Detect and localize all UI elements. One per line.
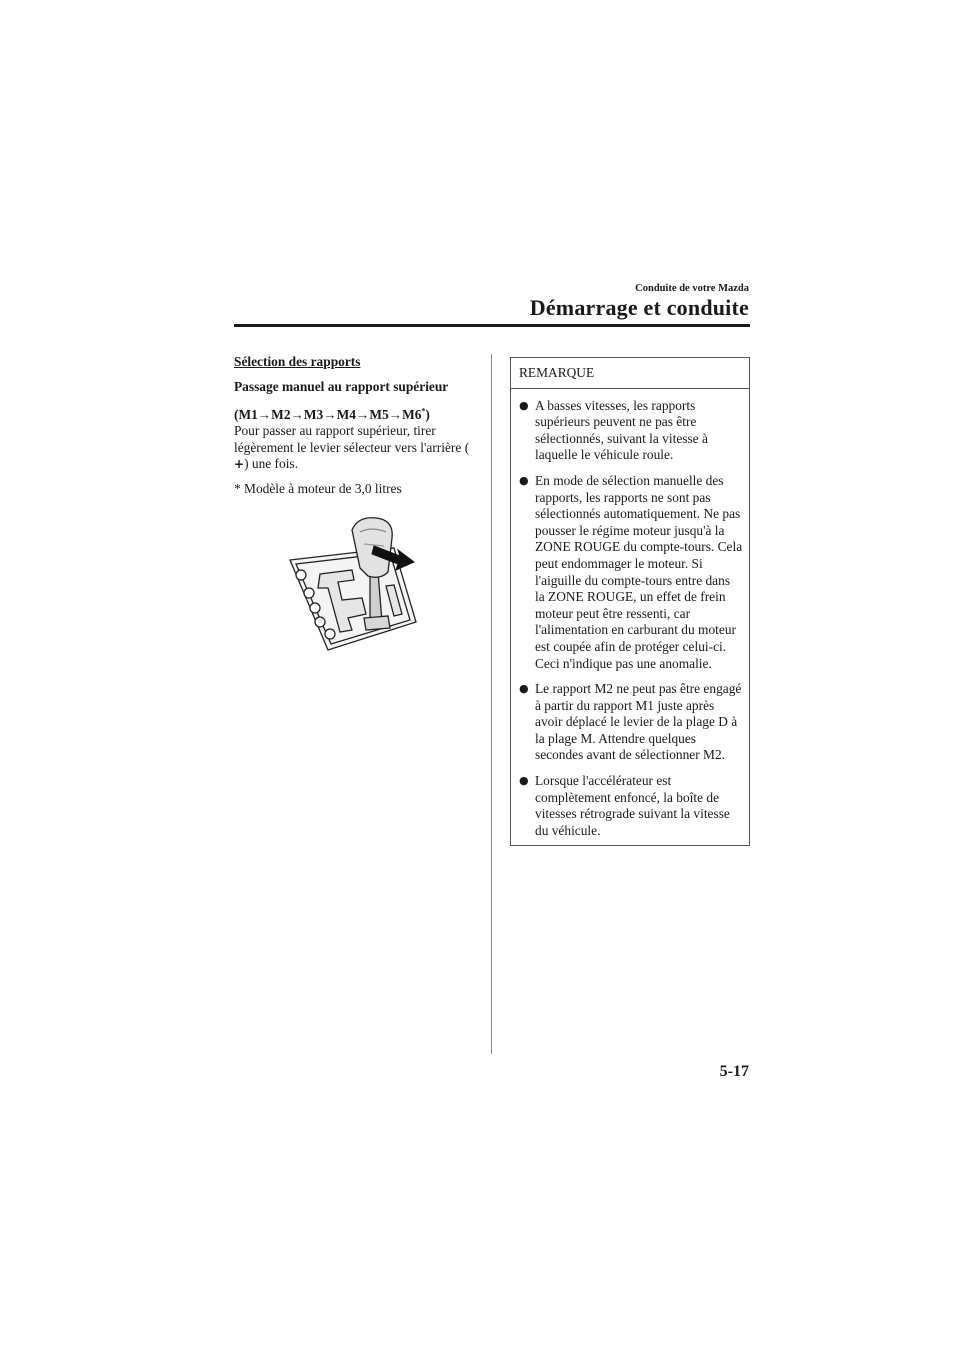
page-number: 5-17: [719, 1063, 749, 1080]
note-item-low-speed: ● A basses vitesses, les rapports supérieurs peuvent ne pas être sélectionnés, suivant la vitesse à laquelle le véhicule roule.: [519, 397, 708, 463]
upshift-instruction: Pour passer au rapport supérieur, tirer légèrement le levier sélecteur vers l'arrière: [234, 423, 462, 455]
upshift-instruction-end: ) une fois.: [244, 456, 298, 472]
upshift-paragraph: (M1→M2→M3→M4→M5→M6*) Pour passer au rapport supérieur, tirer légèrement le levier sélecteur vers l'arrière (+) une fois.: [234, 406, 470, 472]
section-title: Démarrage et conduite: [529, 295, 749, 320]
bullet-icon: ●: [519, 398, 529, 412]
chapter-title: Conduite de votre Mazda: [635, 283, 749, 294]
plus-icon: +: [234, 457, 245, 472]
left-column: [234, 354, 474, 498]
note-item-red-zone: ● En mode de sélection manuelle des rapports, les rapports ne sont pas sélectionnés automatiquement. Ne pas pousser le régime moteur jusqu'à la ZONE ROUGE du compte-tours. Cela peut endommager le moteur. Si l'aiguille du compte-tours entre dans la ZONE ROUGE, un effet de frein moteur peut être ressenti, car l'alimentation en carburant du moteur est coupée afin de protéger celui-ci. Ceci n'indique pas une anomalie.: [519, 472, 743, 671]
note-title: REMARQUE: [511, 358, 749, 389]
footnote: * Modèle à moteur de 3,0 litres: [234, 481, 402, 497]
header-rule: [234, 324, 750, 327]
note-body: [511, 389, 749, 846]
bullet-icon: ●: [519, 473, 529, 487]
gear-shift-lever-icon: [282, 510, 422, 658]
note-box: [510, 357, 750, 846]
subheading-gear-selection: Sélection des rapports: [234, 354, 361, 369]
gear-sequence: (M1→M2→M3→M4→M5→M6*): [234, 406, 430, 422]
note-item-kickdown: ● Lorsque l'accélérateur est complètement enfoncé, la boîte de vitesses rétrograde suivant la vitesse du véhicule.: [519, 773, 730, 838]
note-item-m2-engage: ● Le rapport M2 ne peut pas être engagé à partir du rapport M1 juste après avoir déplacé le levier de la plage D à la plage M. Attendre quelques secondes avant de sélectionner M2.: [519, 681, 742, 763]
column-divider: [491, 354, 492, 1054]
footnote-mark: *: [421, 406, 426, 416]
bullet-icon: ●: [519, 774, 529, 788]
heading-manual-upshift: Passage manuel au rapport supérieur: [234, 378, 449, 394]
bullet-icon: ●: [519, 682, 529, 696]
